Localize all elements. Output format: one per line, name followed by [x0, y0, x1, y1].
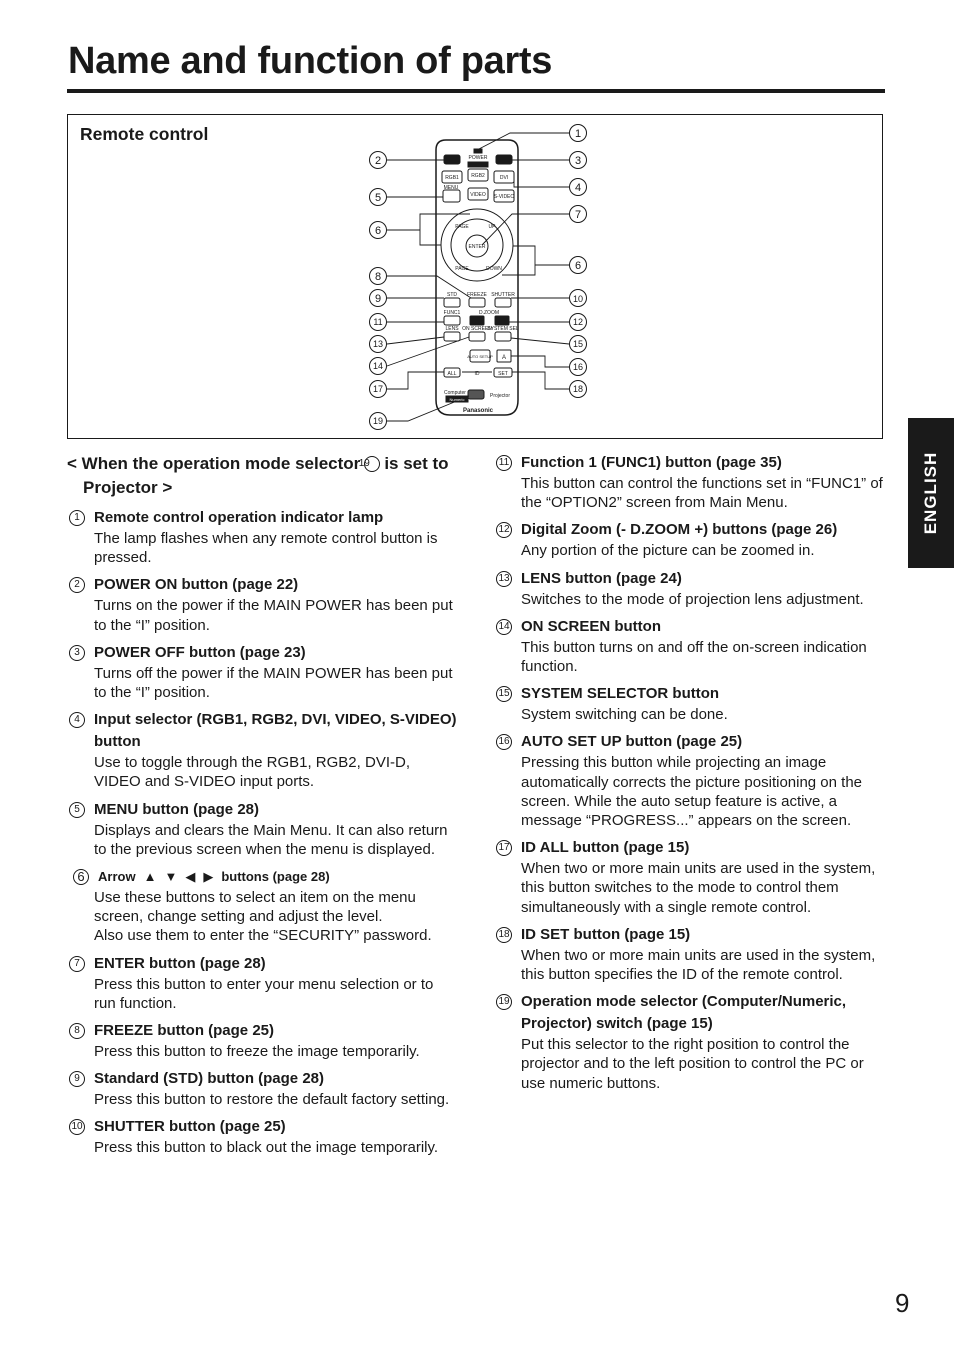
callout-13-label: 13 — [372, 339, 384, 349]
list-item — [67, 574, 459, 634]
callout-6a-label: 6 — [374, 225, 382, 237]
remote-label-video: VIDEO — [470, 192, 486, 198]
item-title: Operation mode selector (Computer/Numeric, Projector) switch (page 15) — [521, 993, 847, 1033]
callout-16-label: 16 — [572, 362, 584, 372]
callout-19 — [370, 413, 387, 430]
callout-6b-label: 6 — [574, 260, 582, 272]
list-item — [494, 731, 886, 830]
item-num: 9 — [69, 1071, 85, 1087]
list-item — [494, 519, 886, 560]
item-title: SHUTTER button (page 25) — [94, 1118, 286, 1136]
section-heading — [67, 452, 459, 500]
list-item — [494, 924, 886, 984]
item-num: 13 — [496, 571, 512, 587]
callout-12-label: 12 — [572, 317, 584, 327]
remote-label-computer: Computer — [444, 390, 466, 396]
item-body: Displays and clears the Main Menu. It can also return to the previous screen when the menu is displayed. — [94, 821, 448, 858]
remote-label-set: SET — [498, 371, 508, 377]
callout-7 — [570, 206, 587, 223]
item-title: Function 1 (FUNC1) button (page 35) — [521, 454, 782, 471]
list-item — [67, 1020, 459, 1061]
leader-18 — [512, 372, 569, 389]
item-title: SYSTEM SELECTOR button — [521, 685, 720, 703]
list-item — [67, 507, 459, 567]
item-title: FREEZE button (page 25) — [94, 1022, 274, 1040]
item-num: 3 — [69, 645, 85, 661]
list-item — [67, 709, 459, 791]
item-title: Remote control operation indicator lamp — [94, 509, 384, 526]
item-num: 12 — [496, 522, 512, 538]
item-body: When two or more main units are used in the system, this button switches to the mode to control them simultaneously with a single remote control. — [521, 860, 876, 916]
item-num: 2 — [69, 577, 85, 593]
callout-18-label: 18 — [572, 384, 584, 394]
dzoom-minus-button — [470, 316, 484, 325]
callout-8-label: 8 — [374, 271, 382, 283]
callout-10 — [570, 290, 587, 307]
leader-15 — [511, 338, 569, 344]
callout-19-label: 19 — [372, 416, 384, 426]
item-num: 6 — [73, 869, 89, 885]
item-body: Use to toggle through the RGB1, RGB2, DVI-D, VIDEO and S-VIDEO input ports. — [94, 754, 410, 791]
item-num: 1 — [69, 510, 85, 526]
item-num: 10 — [69, 1119, 85, 1135]
remote-label-brand: Panasonic — [462, 408, 494, 414]
callout-4 — [570, 179, 587, 196]
callout-2-label: 2 — [374, 155, 382, 167]
item-num: 18 — [496, 927, 512, 943]
items-left-part1 — [67, 507, 459, 859]
callout-17 — [370, 381, 387, 398]
item-body: Press this button to restore the default factory setting. — [94, 1091, 450, 1109]
item-title: Digital Zoom (- D.ZOOM +) buttons (page 26) — [521, 521, 838, 539]
remote-label-projector: Projector — [489, 393, 511, 399]
remote-label-numeric: Numeric — [449, 397, 465, 402]
power-off-button — [496, 155, 512, 164]
arrow-up-icon: ▲ — [143, 869, 157, 885]
arrow-down-icon: ▼ — [164, 869, 178, 885]
remote-label-up: UP — [488, 224, 496, 230]
item-num: 19 — [496, 994, 512, 1010]
remote-label-enter: ENTER — [468, 244, 486, 250]
item-body: Turns off the power if the MAIN POWER has been put to the “I” position. — [94, 664, 453, 702]
item-body: Press this button to black out the image temporarily. — [94, 1139, 439, 1157]
item-body: This button can control the functions set in “FUNC1” of the “OPTION2” screen from Main Menu. — [521, 475, 883, 512]
remote-label-lens: LENS — [445, 326, 459, 332]
item-body: System switching can be done. — [521, 706, 728, 724]
item-title: POWER ON button (page 22) — [94, 576, 299, 594]
remote-label-down: DOWN — [486, 266, 502, 272]
list-item — [494, 991, 886, 1093]
item-title: Standard (STD) button (page 28) — [94, 1070, 324, 1088]
page-title: Name and function of parts — [68, 40, 553, 82]
item-num: 17 — [496, 840, 512, 856]
list-item — [67, 642, 459, 702]
callout-1 — [570, 125, 587, 142]
item-num: 16 — [496, 734, 512, 750]
callout-5 — [370, 189, 387, 206]
remote-label-freeze: FREEZE — [467, 292, 487, 298]
item-num: 5 — [69, 802, 85, 818]
callout-2 — [370, 152, 387, 169]
callout-16 — [570, 359, 587, 376]
item-body: When two or more main units are used in the system, this button specifies the ID of the remote control. — [521, 946, 876, 984]
callout-18 — [570, 381, 587, 398]
language-tab-label: ENGLISH — [921, 451, 940, 535]
remote-label-all: ALL — [447, 371, 457, 377]
item-num: 15 — [496, 686, 512, 702]
remote-control-illustration — [0, 0, 954, 450]
arrow-left-icon: ◀ — [185, 869, 196, 885]
power-indicator-bar — [468, 162, 488, 167]
arrow-item — [67, 866, 459, 946]
callout-3 — [570, 152, 587, 169]
item-body: Press this button to freeze the image temporarily. — [94, 1043, 420, 1061]
remote-label-auto-setup: AUTO SETUP — [467, 354, 493, 359]
mode-selector-switch — [468, 390, 484, 399]
item-title: POWER OFF button (page 23) — [94, 643, 306, 661]
remote-label-page-up: PAGE — [455, 224, 469, 230]
callout-6b — [570, 257, 587, 274]
item-num: 7 — [69, 956, 85, 972]
right-column — [494, 452, 886, 1093]
item-body: Press this button to enter your menu selection or to run function. — [94, 975, 434, 1012]
item-body: Also use them to enter the “SECURITY” password. — [94, 927, 432, 945]
callout-5-label: 5 — [374, 192, 382, 204]
figure-caption: Remote control — [80, 124, 209, 144]
page-number: 9 — [895, 1288, 910, 1318]
list-item — [67, 799, 459, 859]
dzoom-plus-button — [495, 316, 509, 325]
list-item — [67, 1116, 459, 1157]
remote-label-svideo: S-VIDEO — [493, 194, 515, 200]
items-left-part2 — [67, 953, 459, 1158]
remote-label-a: A — [501, 355, 507, 361]
item-body: Switches to the mode of projection lens adjustment. — [521, 590, 864, 608]
arrow-item-prefix: Arrow — [98, 869, 136, 885]
callout-7-label: 7 — [574, 209, 582, 221]
item-title: ID ALL button (page 15) — [521, 839, 690, 857]
remote-label-id: ID — [474, 371, 480, 377]
remote-label-menu: MENU — [443, 185, 459, 191]
callout-15 — [570, 336, 587, 353]
callout-3-label: 3 — [574, 155, 582, 167]
remote-label-page-down: PAGE — [455, 266, 469, 272]
callout-6a — [370, 222, 387, 239]
remote-label-rgb1: RGB1 — [445, 175, 459, 181]
callout-1-label: 1 — [574, 128, 582, 140]
item-num: 14 — [496, 619, 512, 635]
callout-14-label: 14 — [372, 361, 384, 371]
callout-15-label: 15 — [572, 339, 584, 349]
section-heading-suffix: is set to Projector > — [83, 454, 449, 497]
remote-label-func1: FUNC1 — [443, 310, 461, 316]
item-num: 11 — [496, 455, 512, 471]
remote-label-rgb2: RGB2 — [471, 173, 485, 179]
item-title: ID SET button (page 15) — [521, 925, 691, 943]
item-title: AUTO SET UP button (page 25) — [521, 733, 743, 751]
item-title: MENU button (page 28) — [94, 800, 259, 818]
remote-label-std: STD — [447, 292, 457, 298]
list-item — [494, 568, 886, 609]
item-body: The lamp flashes when any remote control button is pressed. — [94, 530, 438, 567]
callout-17-label: 17 — [372, 384, 384, 394]
item-body: Any portion of the picture can be zoomed in. — [521, 542, 815, 560]
remote-label-dvi: DVI — [499, 175, 509, 181]
callout-11 — [370, 314, 387, 331]
list-item — [494, 616, 886, 676]
remote-label-dzoom: D.ZOOM — [479, 310, 499, 316]
leader-16 — [511, 356, 569, 367]
list-item — [494, 837, 886, 917]
item-body: This button turns on and off the on-screen indication function. — [521, 638, 867, 676]
remote-label-on-screen: ON SCREEN — [462, 326, 492, 332]
list-item — [67, 1068, 459, 1109]
power-on-button — [444, 155, 460, 164]
item-body: Pressing this button while projecting an image automatically corrects the picture positioning on the screen. While the auto setup feature is active, a message “PROGRESS...” appears on the screen. — [521, 754, 863, 830]
item-body: Put this selector to the right position to control the projector and to the left position to control the PC or use numeric buttons. — [521, 1036, 864, 1092]
language-tab — [908, 418, 954, 568]
item-title: LENS button (page 24) — [521, 569, 682, 587]
callout-14 — [370, 358, 387, 375]
callout-4-label: 4 — [574, 182, 582, 194]
remote-label-system-sel: SYSTEM SEL — [487, 326, 519, 332]
section-heading-prefix: < When the operation mode selector — [67, 454, 361, 473]
callout-9 — [370, 290, 387, 307]
callout-8 — [370, 268, 387, 285]
item-body: Turns on the power if the MAIN POWER has been put to the “I” position. — [94, 597, 453, 634]
remote-label-power: POWER — [468, 155, 488, 161]
remote-label-shutter: SHUTTER — [491, 292, 515, 298]
arrow-right-icon: ▶ — [203, 869, 214, 885]
item-body: Use these buttons to select an item on the menu screen, change setting and adjust the level. — [94, 889, 416, 926]
callout-9-label: 9 — [374, 293, 382, 305]
item-title: ENTER button (page 28) — [94, 954, 266, 972]
list-item — [494, 683, 886, 724]
leader-4 — [514, 177, 569, 187]
left-column — [67, 452, 459, 1158]
callout-12 — [570, 314, 587, 331]
arrow-item-suffix: buttons (page 28) — [221, 869, 330, 885]
callout-13 — [370, 336, 387, 353]
section-heading-num: 19 — [364, 456, 380, 472]
item-num: 8 — [69, 1023, 85, 1039]
item-title: Input selector (RGB1, RGB2, DVI, VIDEO, S-VIDEO) button — [94, 711, 457, 751]
callout-10-label: 10 — [572, 294, 584, 304]
item-num: 4 — [69, 712, 85, 728]
item-title: ON SCREEN button — [521, 617, 661, 635]
list-item — [67, 953, 459, 1013]
callout-11-label: 11 — [373, 317, 383, 327]
list-item — [494, 452, 886, 512]
